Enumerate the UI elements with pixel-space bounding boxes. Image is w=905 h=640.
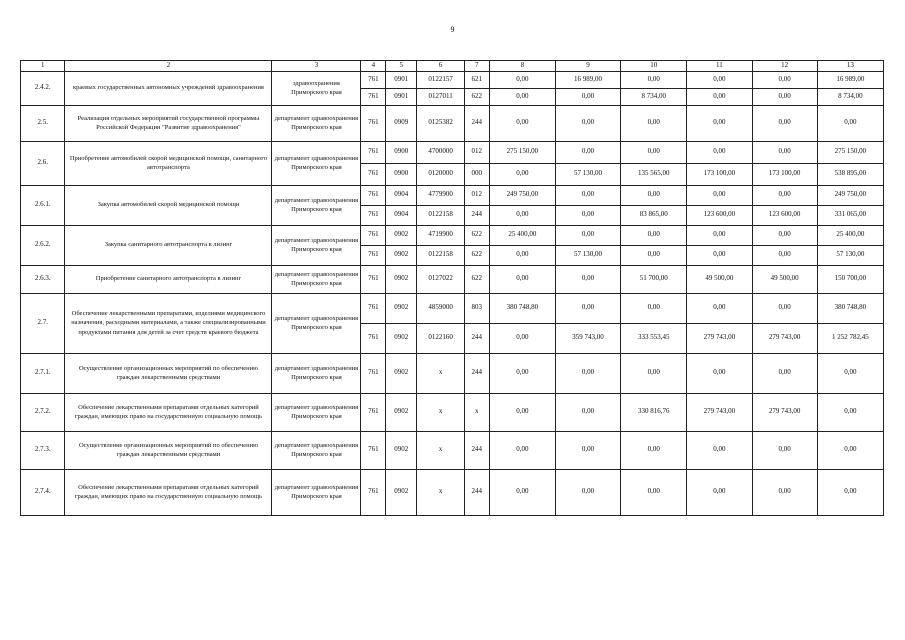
- value-cell: 16 989,00: [555, 71, 620, 88]
- value-cell: 4700000: [417, 141, 465, 163]
- value-cell: 173 100,00: [752, 163, 817, 185]
- value-cell: 622: [464, 245, 489, 265]
- value-cell: 803: [464, 293, 489, 323]
- value-cell: 0,00: [489, 105, 555, 141]
- column-number-header: 7: [464, 61, 489, 72]
- value-cell: 621: [464, 71, 489, 88]
- table-row: [21, 141, 884, 163]
- value-cell: 0,00: [555, 141, 620, 163]
- value-cell: 0,00: [555, 205, 620, 225]
- value-cell: 761: [361, 469, 386, 515]
- value-cell: 0,00: [752, 105, 817, 141]
- value-cell: 275 150,00: [817, 141, 883, 163]
- value-cell: 249 750,00: [489, 185, 555, 205]
- value-cell: 0,00: [687, 105, 752, 141]
- value-cell: 0900: [386, 141, 417, 163]
- value-cell: 761: [361, 431, 386, 469]
- value-cell: 0,00: [817, 393, 883, 431]
- table-row: [21, 293, 884, 323]
- value-cell: 4719900: [417, 225, 465, 245]
- executor-cell: департамент здравоохранения Приморского края: [272, 393, 361, 431]
- value-cell: 150 700,00: [817, 265, 883, 293]
- value-cell: 0902: [386, 393, 417, 431]
- value-cell: 0,00: [752, 245, 817, 265]
- value-cell: 0,00: [621, 245, 687, 265]
- value-cell: 0,00: [489, 88, 555, 105]
- value-cell: 0,00: [687, 353, 752, 393]
- value-cell: 0,00: [752, 293, 817, 323]
- value-cell: 0904: [386, 185, 417, 205]
- value-cell: 123 600,00: [687, 205, 752, 225]
- value-cell: 0,00: [621, 71, 687, 88]
- column-number-header: 9: [555, 61, 620, 72]
- value-cell: 0902: [386, 469, 417, 515]
- value-cell: 0,00: [555, 88, 620, 105]
- value-cell: 0,00: [687, 88, 752, 105]
- row-number-cell: 2.7.2.: [21, 393, 65, 431]
- column-number-header: 1: [21, 61, 65, 72]
- column-number-header: 8: [489, 61, 555, 72]
- value-cell: 012: [464, 141, 489, 163]
- measure-name-cell: краевых государственных автономных учреждений здравоохранения: [65, 71, 272, 105]
- value-cell: 0,00: [621, 105, 687, 141]
- table-row: [21, 71, 884, 88]
- value-cell: 330 816,76: [621, 393, 687, 431]
- value-cell: 4779900: [417, 185, 465, 205]
- value-cell: 244: [464, 353, 489, 393]
- value-cell: 0,00: [752, 469, 817, 515]
- row-number-cell: 2.6.: [21, 141, 65, 185]
- table-row: [21, 265, 884, 293]
- measure-name-cell: Приобретение автомобилей скорой медицинской помощи, санитарного автотранспорта: [65, 141, 272, 185]
- value-cell: 0,00: [489, 323, 555, 353]
- measure-name-cell: Обеспечение лекарственными препаратами, изделиями медицинского назначения, расходными материалами, а также специализированными продуктами питания для детей за счет средств краевого бюджета: [65, 293, 272, 353]
- value-cell: 279 743,00: [687, 323, 752, 353]
- value-cell: 0122158: [417, 245, 465, 265]
- value-cell: 000: [464, 163, 489, 185]
- value-cell: 0,00: [752, 225, 817, 245]
- row-number-cell: 2.6.1.: [21, 185, 65, 225]
- column-number-header: 11: [687, 61, 752, 72]
- row-number-cell: 2.7.4.: [21, 469, 65, 515]
- value-cell: 0,00: [621, 141, 687, 163]
- value-cell: 761: [361, 353, 386, 393]
- row-number-cell: 2.6.3.: [21, 265, 65, 293]
- value-cell: 012: [464, 185, 489, 205]
- value-cell: 244: [464, 105, 489, 141]
- value-cell: 0,00: [555, 469, 620, 515]
- row-number-cell: 2.7.3.: [21, 431, 65, 469]
- value-cell: 761: [361, 265, 386, 293]
- value-cell: 0,00: [687, 469, 752, 515]
- row-number-cell: 2.7.: [21, 293, 65, 353]
- value-cell: 0909: [386, 105, 417, 141]
- value-cell: 0,00: [752, 71, 817, 88]
- column-number-header: 6: [417, 61, 465, 72]
- value-cell: 0,00: [489, 353, 555, 393]
- value-cell: 761: [361, 293, 386, 323]
- table-row: [21, 393, 884, 431]
- row-number-cell: 2.6.2.: [21, 225, 65, 265]
- value-cell: 0,00: [621, 225, 687, 245]
- value-cell: 0,00: [489, 205, 555, 225]
- value-cell: 57 130,00: [555, 245, 620, 265]
- value-cell: 0,00: [752, 141, 817, 163]
- value-cell: х: [464, 393, 489, 431]
- value-cell: 0,00: [555, 105, 620, 141]
- value-cell: 0,00: [621, 431, 687, 469]
- value-cell: 0,00: [489, 431, 555, 469]
- value-cell: 0,00: [489, 469, 555, 515]
- executor-cell: департамент здравоохранения Приморского края: [272, 141, 361, 185]
- value-cell: 173 100,00: [687, 163, 752, 185]
- value-cell: 0902: [386, 265, 417, 293]
- value-cell: 761: [361, 393, 386, 431]
- value-cell: 49 500,00: [752, 265, 817, 293]
- value-cell: 0902: [386, 293, 417, 323]
- value-cell: 0,00: [687, 185, 752, 205]
- value-cell: 0904: [386, 205, 417, 225]
- value-cell: 57 130,00: [555, 163, 620, 185]
- value-cell: 0,00: [752, 353, 817, 393]
- value-cell: 244: [464, 431, 489, 469]
- value-cell: 0,00: [621, 353, 687, 393]
- value-cell: 249 750,00: [817, 185, 883, 205]
- value-cell: 0125382: [417, 105, 465, 141]
- value-cell: 244: [464, 469, 489, 515]
- table-row: [21, 431, 884, 469]
- value-cell: 761: [361, 88, 386, 105]
- value-cell: 0,00: [817, 105, 883, 141]
- value-cell: 0,00: [621, 469, 687, 515]
- value-cell: 25 400,00: [489, 225, 555, 245]
- value-cell: 0,00: [555, 293, 620, 323]
- executor-cell: департамент здравоохранения Приморского края: [272, 293, 361, 353]
- measure-name-cell: Обеспечение лекарственными препаратами отдельных категорий граждан, имеющих право на государственную социальную помощь: [65, 469, 272, 515]
- value-cell: 0,00: [687, 225, 752, 245]
- executor-cell: департамент здравоохранения Приморского края: [272, 105, 361, 141]
- value-cell: 0,00: [489, 265, 555, 293]
- value-cell: 0,00: [687, 245, 752, 265]
- value-cell: 0,00: [555, 393, 620, 431]
- value-cell: 0,00: [687, 293, 752, 323]
- table-body: [21, 71, 884, 515]
- executor-cell: здравоохранения Приморского края: [272, 71, 361, 105]
- value-cell: 0,00: [817, 353, 883, 393]
- value-cell: 49 500,00: [687, 265, 752, 293]
- value-cell: 761: [361, 245, 386, 265]
- column-number-header: 10: [621, 61, 687, 72]
- value-cell: 761: [361, 185, 386, 205]
- value-cell: 0,00: [555, 265, 620, 293]
- measure-name-cell: Закупка автомобилей скорой медицинской помощи: [65, 185, 272, 225]
- value-cell: 0902: [386, 431, 417, 469]
- row-number-cell: 2.4.2.: [21, 71, 65, 105]
- value-cell: 761: [361, 105, 386, 141]
- measure-name-cell: Реализация отдельных мероприятий государственной программы Российской Федерации "Развитие здравоохранения": [65, 105, 272, 141]
- value-cell: 4859000: [417, 293, 465, 323]
- table-row: [21, 469, 884, 515]
- executor-cell: департамент здравоохранения Приморского края: [272, 225, 361, 265]
- value-cell: 8 734,00: [817, 88, 883, 105]
- value-cell: 0,00: [687, 71, 752, 88]
- value-cell: 359 743,00: [555, 323, 620, 353]
- value-cell: 0,00: [817, 469, 883, 515]
- header-row: [21, 61, 884, 72]
- value-cell: 0,00: [555, 431, 620, 469]
- value-cell: 0901: [386, 71, 417, 88]
- value-cell: х: [417, 353, 465, 393]
- value-cell: 8 734,00: [621, 88, 687, 105]
- executor-cell: департамент здравоохранения Приморского края: [272, 265, 361, 293]
- measure-name-cell: Обеспечение лекарственными препаратами отдельных категорий граждан, имеющих право на государственную социальную помощь: [65, 393, 272, 431]
- value-cell: 622: [464, 88, 489, 105]
- page-number: 9: [450, 25, 455, 34]
- row-number-cell: 2.7.1.: [21, 353, 65, 393]
- value-cell: 279 743,00: [752, 393, 817, 431]
- value-cell: 16 989,00: [817, 71, 883, 88]
- value-cell: 279 743,00: [687, 393, 752, 431]
- value-cell: 0,00: [752, 431, 817, 469]
- value-cell: 622: [464, 225, 489, 245]
- value-cell: 0902: [386, 323, 417, 353]
- executor-cell: департамент здравоохранения Приморского края: [272, 431, 361, 469]
- value-cell: 761: [361, 323, 386, 353]
- value-cell: 0,00: [687, 431, 752, 469]
- value-cell: 622: [464, 265, 489, 293]
- value-cell: 25 400,00: [817, 225, 883, 245]
- value-cell: 0,00: [555, 353, 620, 393]
- column-number-header: 2: [65, 61, 272, 72]
- value-cell: 0,00: [621, 185, 687, 205]
- value-cell: 0120000: [417, 163, 465, 185]
- value-cell: х: [417, 431, 465, 469]
- column-number-header: 3: [272, 61, 361, 72]
- measure-name-cell: Осуществление организационных мероприятий по обеспечению граждан лекарственными средствами: [65, 353, 272, 393]
- value-cell: 51 700,00: [621, 265, 687, 293]
- value-cell: 0,00: [555, 185, 620, 205]
- value-cell: 83 865,00: [621, 205, 687, 225]
- value-cell: 57 130,00: [817, 245, 883, 265]
- value-cell: 333 553,45: [621, 323, 687, 353]
- value-cell: 380 748,80: [489, 293, 555, 323]
- value-cell: 123 600,00: [752, 205, 817, 225]
- value-cell: 135 565,00: [621, 163, 687, 185]
- column-number-header: 12: [752, 61, 817, 72]
- value-cell: 0901: [386, 88, 417, 105]
- value-cell: 0900: [386, 163, 417, 185]
- value-cell: 538 895,00: [817, 163, 883, 185]
- value-cell: 0,00: [489, 393, 555, 431]
- executor-cell: департамент здравоохранения Приморского края: [272, 469, 361, 515]
- value-cell: х: [417, 393, 465, 431]
- table-row: [21, 105, 884, 141]
- value-cell: 0902: [386, 353, 417, 393]
- value-cell: 0,00: [752, 185, 817, 205]
- value-cell: х: [417, 469, 465, 515]
- value-cell: 279 743,00: [752, 323, 817, 353]
- value-cell: 0122158: [417, 205, 465, 225]
- value-cell: 244: [464, 323, 489, 353]
- value-cell: 380 748,80: [817, 293, 883, 323]
- value-cell: 761: [361, 205, 386, 225]
- value-cell: 0,00: [489, 71, 555, 88]
- value-cell: 761: [361, 225, 386, 245]
- row-number-cell: 2.5.: [21, 105, 65, 141]
- table-row: [21, 353, 884, 393]
- executor-cell: департамент здравоохранения Приморского края: [272, 185, 361, 225]
- value-cell: 0,00: [687, 141, 752, 163]
- measure-name-cell: Приобретение санитарного автотранспорта в лизинг: [65, 265, 272, 293]
- value-cell: 0122157: [417, 71, 465, 88]
- value-cell: 0902: [386, 225, 417, 245]
- value-cell: 0127011: [417, 88, 465, 105]
- value-cell: 275 150,00: [489, 141, 555, 163]
- table-row: [21, 225, 884, 245]
- value-cell: 761: [361, 163, 386, 185]
- column-number-header: 5: [386, 61, 417, 72]
- column-number-header: 13: [817, 61, 883, 72]
- value-cell: 761: [361, 71, 386, 88]
- value-cell: 0902: [386, 245, 417, 265]
- value-cell: 1 252 782,45: [817, 323, 883, 353]
- value-cell: 0,00: [489, 163, 555, 185]
- value-cell: 0122160: [417, 323, 465, 353]
- table-row: [21, 185, 884, 205]
- value-cell: 0,00: [555, 225, 620, 245]
- value-cell: 331 065,00: [817, 205, 883, 225]
- value-cell: 0127022: [417, 265, 465, 293]
- budget-table: [20, 60, 884, 516]
- value-cell: 761: [361, 141, 386, 163]
- value-cell: 0,00: [489, 245, 555, 265]
- column-number-header: 4: [361, 61, 386, 72]
- value-cell: 0,00: [752, 88, 817, 105]
- value-cell: 0,00: [621, 293, 687, 323]
- executor-cell: департамент здравоохранения Приморского края: [272, 353, 361, 393]
- measure-name-cell: Осуществление организационных мероприятий по обеспечению граждан лекарственными средствами: [65, 431, 272, 469]
- value-cell: 0,00: [817, 431, 883, 469]
- value-cell: 244: [464, 205, 489, 225]
- measure-name-cell: Закупка санитарного автотранспорта в лизинг: [65, 225, 272, 265]
